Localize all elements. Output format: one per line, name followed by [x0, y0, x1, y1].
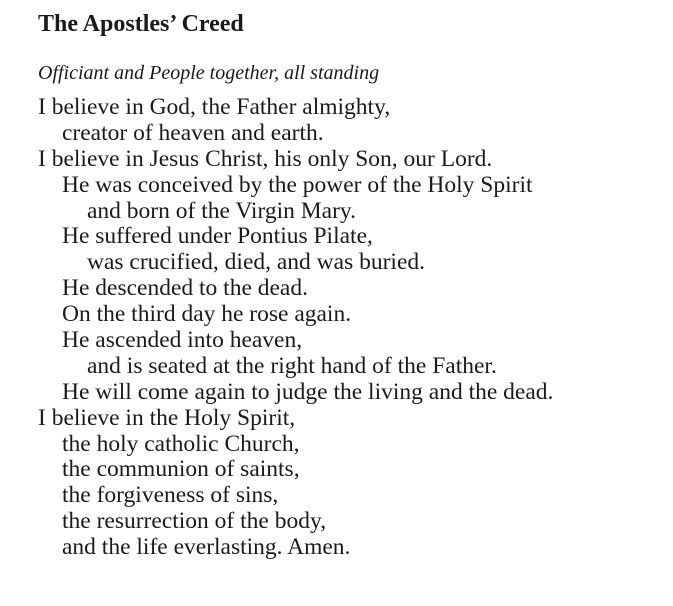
creed-line: I believe in God, the Father almighty,	[38, 94, 391, 120]
creed-text	[38, 95, 553, 561]
creed-line: I believe in Jesus Christ, his only Son, our Lord.	[38, 145, 493, 172]
creed-line: the holy catholic Church,	[62, 430, 300, 457]
creed-line: was crucified, died, and was buried.	[87, 249, 426, 276]
creed-line: On the third day he rose again.	[62, 301, 352, 328]
rubric-instruction: Officiant and People together, all standing	[38, 62, 380, 84]
creed-line: He was conceived by the power of the Holy Spirit	[62, 171, 533, 198]
creed-line: He will come again to judge the living and the dead.	[62, 378, 554, 405]
creed-line: and born of the Virgin Mary.	[87, 197, 357, 224]
creed-line: the forgiveness of sins,	[62, 482, 279, 509]
creed-line: creator of heaven and earth.	[62, 119, 324, 146]
creed-line: He suffered under Pontius Pilate,	[62, 223, 373, 250]
document-title: The Apostles’ Creed	[38, 11, 244, 37]
creed-line: and the life everlasting. Amen.	[62, 534, 351, 561]
creed-line: He descended to the dead.	[62, 275, 308, 302]
creed-line: the communion of saints,	[62, 456, 300, 483]
creed-line: I believe in the Holy Spirit,	[38, 404, 296, 431]
creed-line: and is seated at the right hand of the Father.	[87, 352, 497, 379]
creed-line: the resurrection of the body,	[62, 508, 327, 535]
creed-line: He ascended into heaven,	[62, 327, 303, 354]
